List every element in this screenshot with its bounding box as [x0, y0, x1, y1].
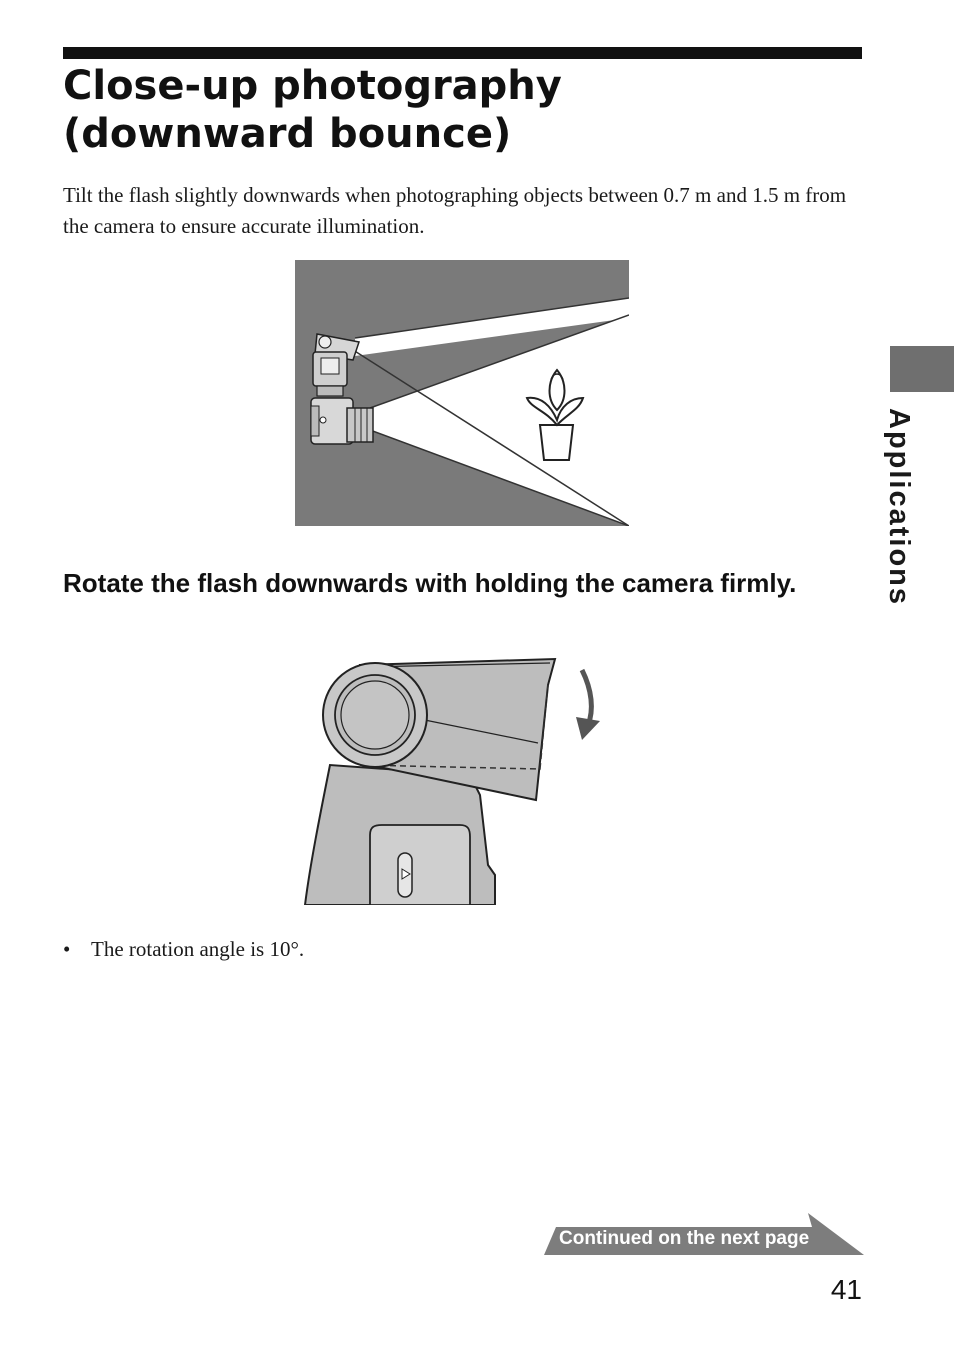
- continued-banner: [544, 1213, 864, 1255]
- intro-paragraph: Tilt the flash slightly downwards when photographing objects between 0.7 m and 1.5 m from the camera to ensure accurate illumination.: [63, 183, 847, 238]
- step-heading: Rotate the flash downwards with holding the camera firmly.: [63, 568, 797, 598]
- flash-head-icon: [305, 659, 555, 905]
- top-rule: [63, 47, 862, 59]
- rotation-figure: [300, 655, 610, 905]
- page-title: [63, 62, 863, 158]
- bullet-item: [63, 935, 304, 963]
- page-number: 41: [830, 1274, 862, 1305]
- title-line-2: (downward bounce): [63, 111, 512, 157]
- section-tab-label: Applications: [883, 408, 915, 607]
- illumination-figure: [295, 260, 629, 526]
- continued-label: Continued on the next page: [559, 1228, 810, 1249]
- rotation-arrow-icon: [576, 670, 600, 740]
- bullet-dot: •: [63, 937, 71, 961]
- section-tab-marker: [890, 346, 954, 392]
- title-line-1: Close-up photography: [63, 63, 562, 109]
- bullet-text: The rotation angle is 10°.: [91, 937, 305, 961]
